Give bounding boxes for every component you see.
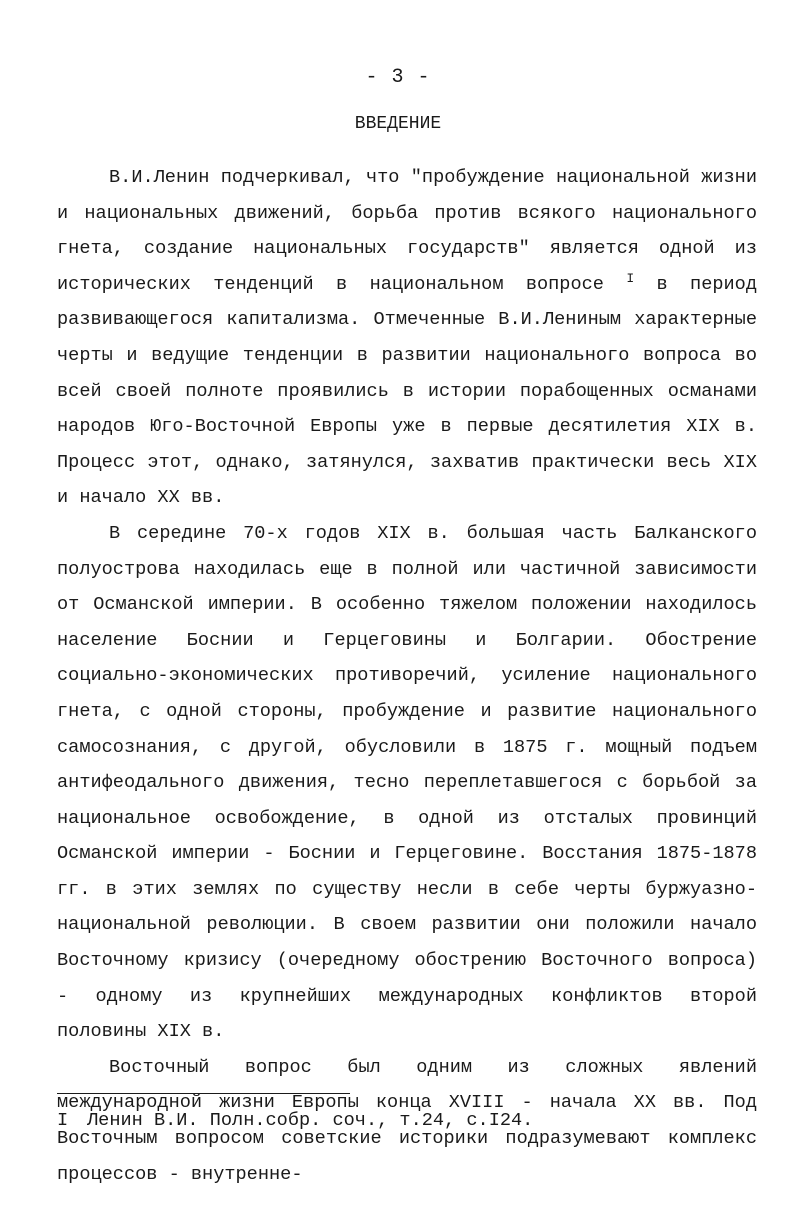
footnote-text: Ленин В.И. Полн.собр. соч., т.24, с.I24. — [87, 1110, 534, 1131]
paragraph-1 — [57, 160, 757, 516]
section-heading: ВВЕДЕНИЕ — [354, 114, 442, 134]
paragraph-2: В середине 70-х годов XIX в. большая часть Балканского полуострова находилась еще в полной или частичной зависимости от Османской империи. В особенно тяжелом положении находилось население Боснии и Герцеговины и Болгарии. Обострение социально-экономических противоречий, усиление национального гнета, с одной стороны, пробуждение и развитие национального самосознания, с другой, обусловили в 1875 г. мощный подъем антифеодального движения, тесно переплетавшегося с борьбой за национальное освобождение, в одной из отсталых провинций Османской империи - Боснии и Герцеговине. Восстания 1875-1878 гг. в этих землях по существу несли в себе черты буржуазно-национальной революции. В своем развитии они положили начало Восточному кризису (очередному обострению Восточного вопроса) - одному из крупнейших международных конфликтов второй половины XIX в. — [57, 522, 757, 1043]
body-text — [57, 160, 757, 1192]
footnote-marker: I — [57, 1110, 69, 1131]
page-number: - 3 - — [365, 66, 431, 89]
paragraph-1-text-b: в период развивающегося капитализма. Отмеченные В.И.Лениным характерные черты и ведущие тенденции в развитии национального вопроса во всей своей полноте проявились в истории порабощенных османами народов Юго-Восточной Европы уже в первые десятилетия XIX в. Процесс этот, однако, затянулся, захватив практически весь XIX и начало XX вв. — [57, 273, 757, 509]
footnote-reference: I — [626, 270, 635, 286]
footnote-divider — [57, 1093, 350, 1094]
footnote — [57, 1108, 757, 1134]
paragraph-1-text-a: В.И.Ленин подчеркивал, что "пробуждение национальной жизни и национальных движений, борьба против всякого национального гнета, создание национальных государств" является одной из исторических тенденций в национальном вопросе — [57, 167, 757, 295]
paragraph-3: Восточный вопрос был одним из сложных явлений международной жизни Европы конца XVIII - начала XX вв. Под Восточным вопросом советские историки подразумевают комплекс процессов - внутренне- — [57, 1056, 757, 1185]
